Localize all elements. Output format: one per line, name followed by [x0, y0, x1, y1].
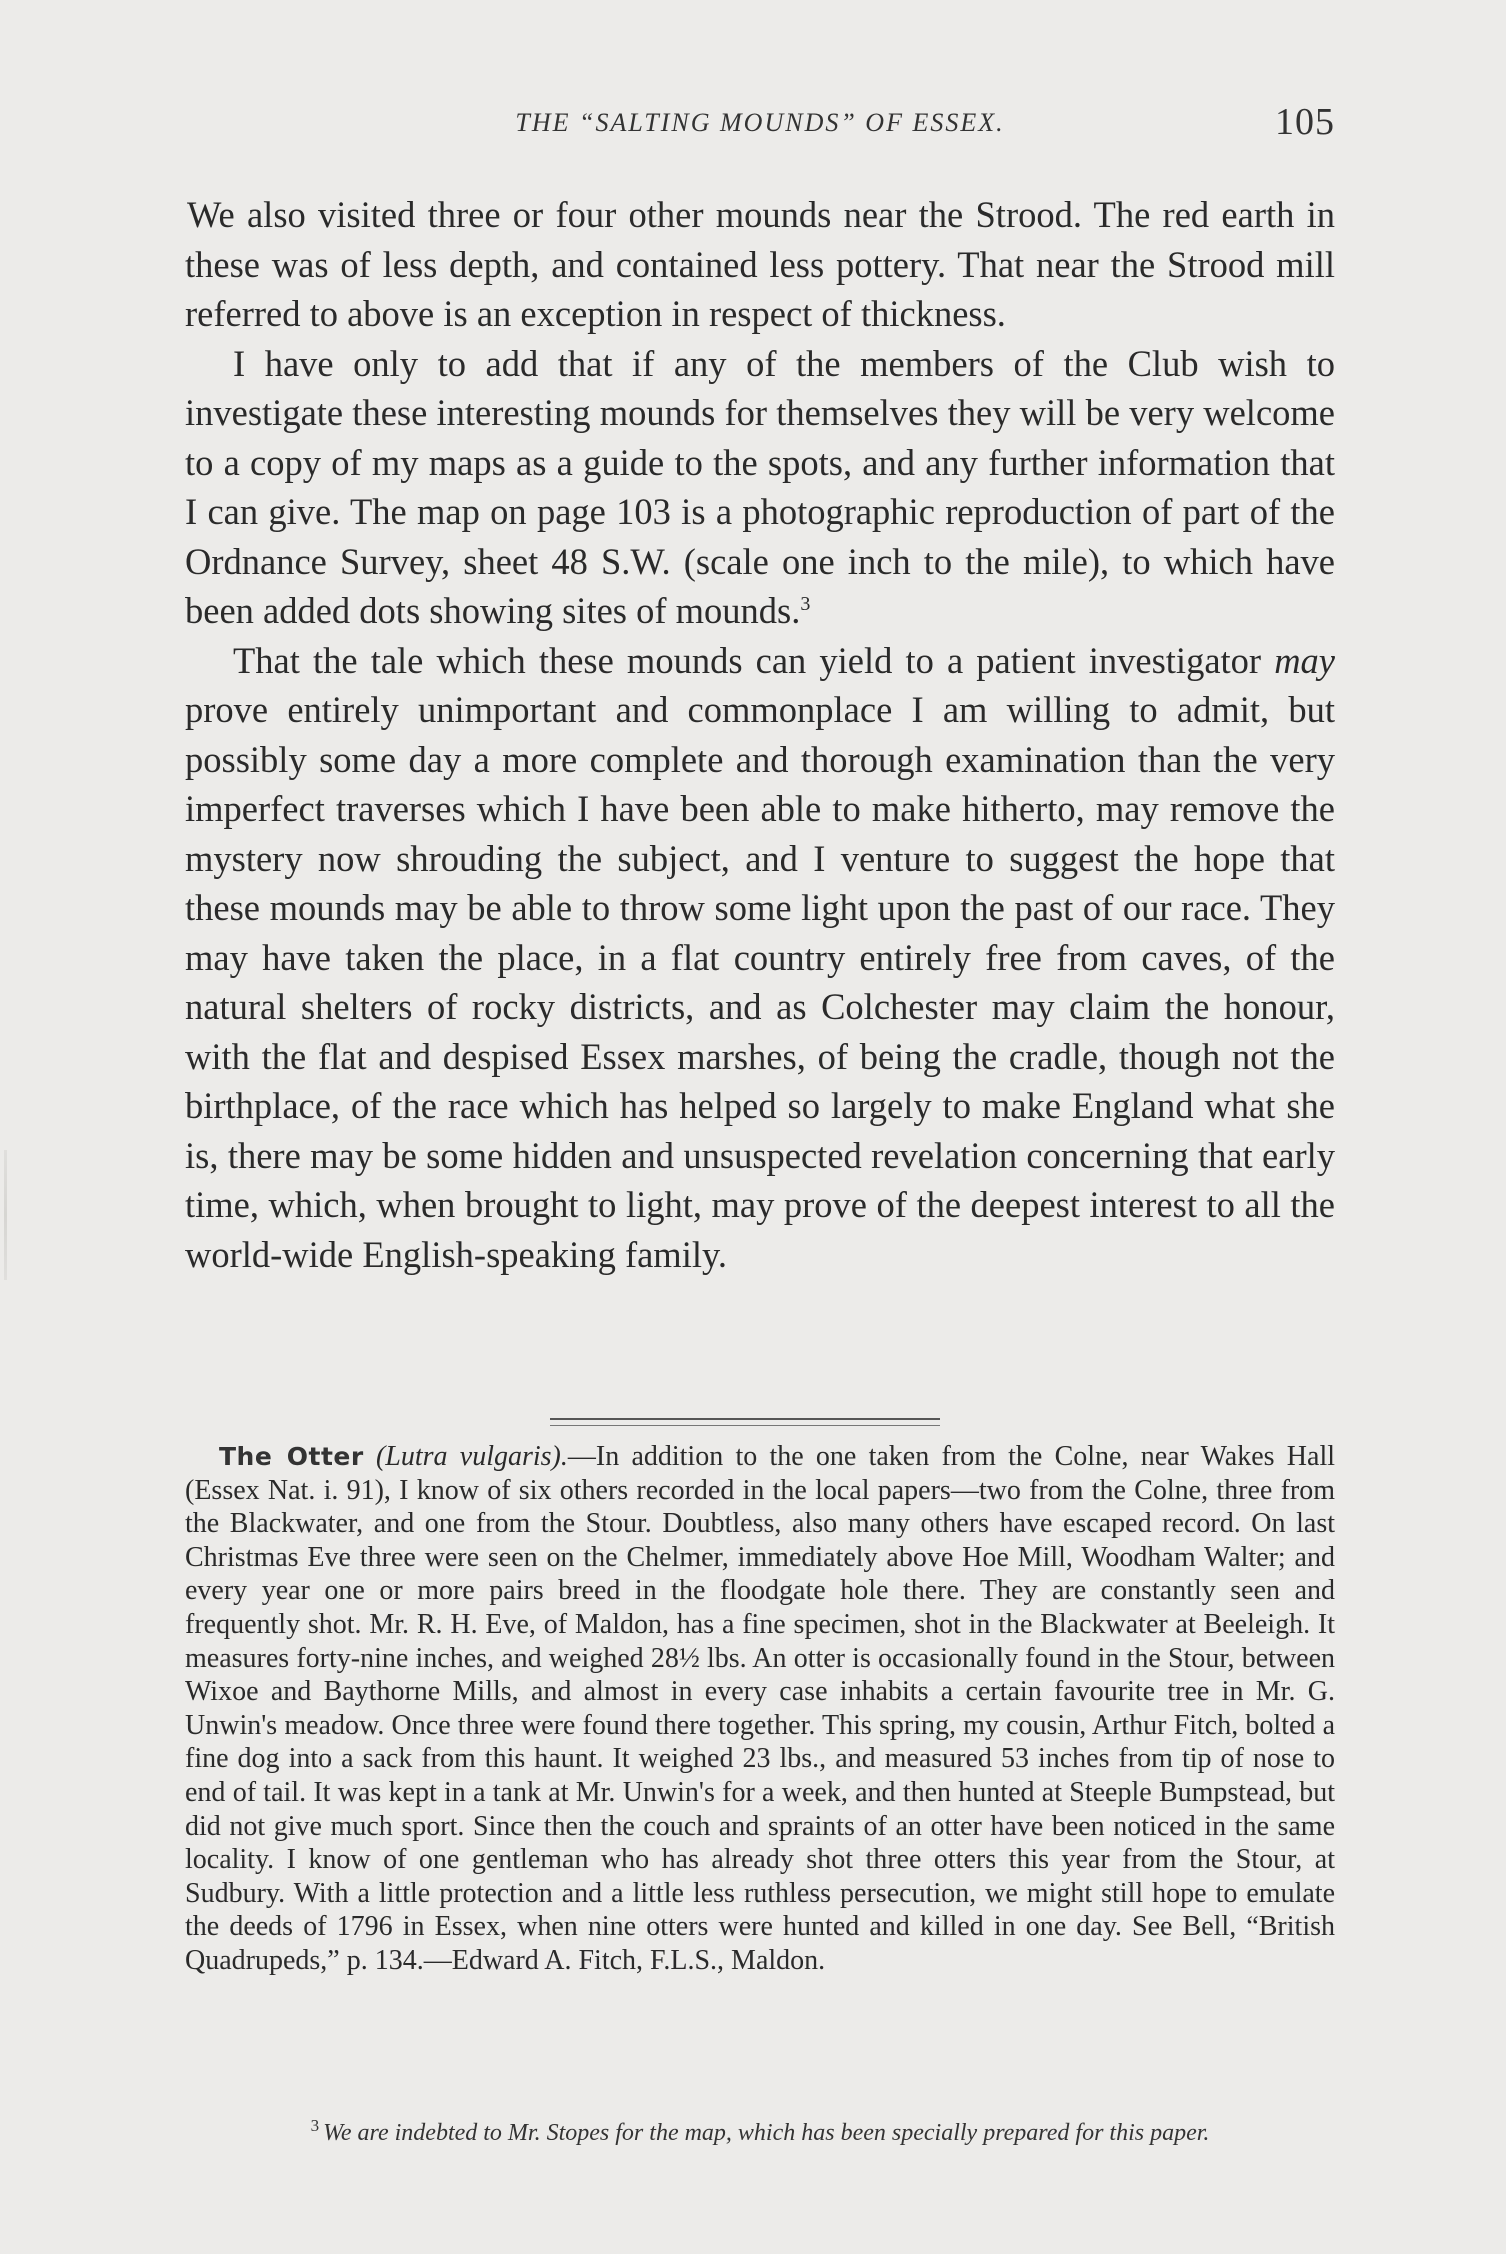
page-header — [185, 101, 1335, 148]
paragraph-3-rest: prove entirely unimportant and commonplace I am willing to admit, but possibly some day a more complete and thorough examination than the very imperfect traverses which I have been able to make hitherto, may remove the mystery now shrouding the subject, and I venture to suggest the hope that these mounds may be able to throw some light upon the past of our race. They may have taken the place, in a flat country entirely free from caves, of the natural shelters of rocky districts, and as Colchester may claim the honour, with the flat and despised Essex marshes, of being the cradle, though not the birthplace, of the race which has helped so largely to make England what she is, there may be some hidden and unsuspected revelation concerning that early time, which, when brought to light, may prove of the deepest interest to all the world-wide English-speaking family. — [185, 689, 1335, 1275]
paragraph-3-lead: That the tale which these mounds can yield to a patient investigator — [233, 639, 1275, 681]
footnote — [185, 2118, 1335, 2148]
otter-note-latin-name: (Lutra vulgaris). — [375, 1441, 568, 1472]
otter-note — [185, 1440, 1335, 1978]
paragraph-3-emphasis: may — [1274, 639, 1335, 681]
body-text — [185, 190, 1335, 1279]
paragraph-1: We also visited three or four other mounds near the Strood. The red earth in these was of less depth, and contained less pottery. That near the Strood mill referred to above is an exception in respect of thickness. — [185, 194, 1335, 334]
otter-note-paragraph — [185, 1440, 1335, 1978]
otter-note-text: —In addition to the one taken from the Colne, near Wakes Hall (Essex Nat. i. 91), I know of six others recorded in the local papers—two from the Colne, three from the Blackwater, and one from the Stour. Doubtless, also many others have escaped record. On last Christmas Eve three were seen on the Chelmer, immediately above Hoe Mill, Woodham Walter; and every year one or more pairs breed in the floodgate hole there. They are constantly seen and frequently shot. Mr. R. H. Eve, of Maldon, has a fine specimen, shot in the Blackwater at Beeleigh. It measures forty-nine inches, and weighed 28½ lbs. An otter is occasionally found in the Stour, between Wixoe and Baythorne Mills, and almost in every case inhabits a certain favourite tree in Mr. G. Unwin's meadow. Once three were found there together. This spring, my cousin, Arthur Fitch, bolted a fine dog into a sack from this haunt. It weighed 23 lbs., and measured 53 inches from tip of nose to end of tail. It was kept in a tank at Mr. Unwin's for a week, and then hunted at Steeple Bumpstead, but did not give much sport. Since then the couch and spraints of an otter have been noticed in the same locality. I know of one gentleman who has already shot three otters this year from the Stour, at Sudbury. With a little protection and a little less ruthless persecution, we might still hope to emulate the deeds of 1796 in Essex, when nine otters were hunted and killed in one day. See Bell, “British Quadrupeds,” p. 134.—Edward A. Fitch, F.L.S., Maldon. — [185, 1441, 1336, 1976]
paragraph-3 — [185, 636, 1335, 1280]
page-number: 105 — [1275, 101, 1335, 143]
running-head: THE “SALTING MOUNDS” OF ESSEX. — [515, 108, 1005, 137]
paragraph-2-text: I have only to add that if any of the members of the Club wish to investigate these interesting mounds for themselves they will be very welcome to a copy of my maps as a guide to the spots, and any further information that I can give. The map on page 103 is a photographic reproduction of part of the Ordnance Survey, sheet 48 S.W. (scale one inch to the mile), to which have been added dots showing sites of mounds. — [185, 342, 1335, 631]
section-divider-thin — [550, 1425, 940, 1426]
footnote-reference: 3 — [800, 592, 811, 615]
footnote-mark: 3 — [310, 2116, 320, 2135]
otter-note-title: The Otter — [219, 1442, 364, 1471]
paragraph-2 — [185, 339, 1335, 636]
page-edge-shadow — [4, 1150, 7, 1280]
section-divider — [550, 1418, 940, 1420]
footnote-text: We are indebted to Mr. Stopes for the map, which has been specially prepared for this paper. — [323, 2120, 1210, 2146]
